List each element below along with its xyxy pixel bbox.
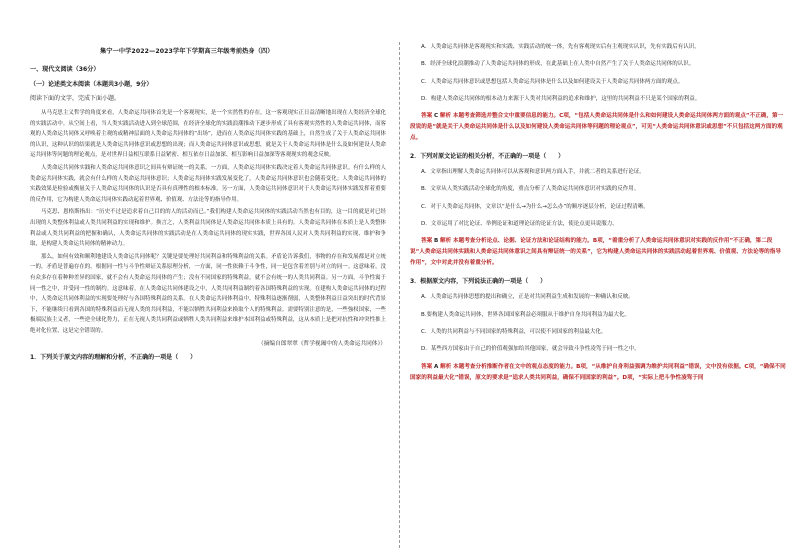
- reading-instruction: 阅读下面的文字，完成下面小题。: [30, 95, 121, 102]
- question-2-stem: 2．下列对原文论证的相关分析，不正确的一项是（ ）: [410, 153, 565, 161]
- passage-paragraph: 人类命运共同体实践和人类命运共同体意识之间具有辩证统一的关系。一方面，人类命运共同体实践决定着人类命运共同体意识。有什么样的人类命运共同体实践，就会有什么样的人类命运共同体意识；人类命运共同体实践发展变化了，人类命运共同体意识也会随着变化；人类命运共同体的实践效果是检验或衡量关于人类命运共同体的认识是否具有真理性的根本标准。另一方面，人类命运共同体意识对于人类命运共同体实践发挥着重要的反作用，它为构建人类命运共同体实践动起着世界观、价值观、方法论等的指导作用。: [30, 164, 386, 203]
- q2-option-d: D．文章运用了对比论证、举例论证和道理论证的论证方法，使论点更具说服力。: [421, 221, 618, 228]
- analysis-text: 本题考查分析推断作者在文中的观点态度的能力。B项，“从维护自身利益强调为维护共同利益”错误，文中没有依据。C项，“确保不同国家的利益最大化”错误，原文的要求是“追求人类共同利益，确保不同国家的利益”。D项，“实际上把斗争性凌驾于同: [410, 363, 786, 381]
- q1-option-d: D．构建人类命运共同体的根本动力来源于人类对共同利益的追求和维护，这里的共同利益不只是某个国家的利益。: [421, 95, 701, 102]
- passage-source: （摘编自郎翠翠《哲学视阈中的人类命运共同体》）: [258, 341, 386, 348]
- analysis-label: 解析: [440, 238, 452, 245]
- q3-option-a: A．人类命运共同体思想的提出和确立，正是对共同利益生成和发展的一种确认和反映。: [421, 294, 634, 301]
- q2-option-b: B．文章从人类实践活动全球化的角度，重点分析了人类命运共同体意识对实践的反作用。: [421, 186, 640, 193]
- answer-label: 答案: [421, 113, 433, 120]
- subsection-title: （一）论述类文本阅读（本题共3小题，9分）: [30, 81, 153, 88]
- q3-option-d: D．某些西方国家由于自己的价值观强加给其他国家，就会导致斗争性凌驾于同一性之中。: [421, 346, 640, 353]
- q2-answer: [410, 236, 786, 269]
- q1-option-a: A．人类命运共同体是客观现实和实践、实践活动的统一体，先有客观现实后有主观现实认识，先有实践后有认识。: [421, 44, 700, 50]
- column-divider: [399, 42, 400, 548]
- answer-letter: B: [433, 238, 439, 245]
- questions-body: [410, 42, 786, 391]
- q1-answer: [410, 111, 786, 144]
- q1-option-b: B．经济全球化浪潮推动了人类命运共同体的形成，在此基础上在人类中自然产生了关于人类命运共同体的认识。: [421, 61, 695, 68]
- q3-option-c: C．人类的共同利益与不同国家的特殊利益，可以使不同国家的利益最大化。: [421, 328, 607, 335]
- analysis-text: 本题考查分析论点、论据、论证方法和论证结构的能力。B项，“着重分析了人类命运共同体意识对实践的反作用”不正确，第二段说“人类命运共同体实践和人类命运共同体意识之间具有辩证统一的关系”，它为构建人类命运共同体的实践活动起着世界观、价值观、方法论等的指导作用”，文中对此并没有着重分析。: [410, 238, 781, 267]
- section-title: 一、现代文阅读（36分）: [30, 66, 100, 73]
- question-3-stem: 3．根据原文内容，下列说法正确的一项是（ ）: [410, 278, 547, 286]
- answer-letter: A: [433, 363, 439, 370]
- answer-letter: C: [433, 113, 439, 120]
- right-column: [404, 0, 786, 560]
- analysis-label: 解析: [439, 113, 452, 120]
- q2-option-c: C．对于人类命运共同体，文章以“是什么→为什么→怎么办”的顺序逐层分析，论证过程清晰。: [421, 203, 649, 210]
- page-title: 集宁一中学2022—2023学年下学期高三年级考前热身（四）: [100, 48, 274, 55]
- q1-option-c: C．人类命运共同体意识或思想包括人类命运共同体是什么以及如何建设关于人类命运共同体两方面的观点。: [421, 78, 684, 85]
- left-column: [0, 0, 394, 560]
- q3-answer: [410, 362, 786, 384]
- passage-paragraph: 从马克思主义哲学的角度来看，人类命运共同体首先是一个客观现实，是一个实然性的存在，这一客观现实正日益清晰地出现在人类经济全球化的实践活动中。从空间上看，当人类实践活动进入到全球范围，在经济全球化的实践浪潮推动下逐步形成了具有客观实然性的人类命运共同体，而客观的人类命运共同体又呼唤着主观的或精神层面的人类命运共同体的“出场”，进而在人类命运共同体实践的基础上，自然生成了关于人类命运共同体的认识，这种认识的结果就是人类命运共同体意识或思想的出现；而人类命运共同体意识或思想，就是关于人类命运共同体是什么及如何建设人类命运共同体等问题的理论观点，是对世界日益相互联系日益紧密、相互依存日益加深、相互影响日益加深等客观现实的观念反映。: [30, 110, 386, 159]
- question-1-stem: 1．下列关于原文内容的理解和分析，不正确的一项是（ ）: [30, 354, 197, 362]
- passage-paragraph: 那么，如何有效和顺利地建设人类命运共同体呢？关键是要处理好共同利益和特殊利益的关系。矛盾论告诉我们，事物的存在和发展都是对立统一的，矛盾是普遍存在的。根据同一性与斗争性辩证关系原理分析，一方面，同一性依赖于斗争性，同一是包含着差别与对立的同一。这意味着，没有众多存在着种种差异的国家，就不会有人类命运共同体的产生；没有不同国家的特殊利益，就不会有统一的人类共同利益。另一方面，斗争性寓于同一性之中，并受同一性的制约。这意味着，在人类命运共同体建设之中，人类共同利益制约着各国特殊利益的实现。在建构人类命运共同体的过程中，人类命运共同体利益的实现要处理好与各国特殊利益的关系。在人类命运共同体利益中，特殊利益逐渐削弱，人类整体利益日益突出的时代背景下，不能继续只看到各国的特殊利益而无视人类的共同利益，不能以牺牲共同利益来换取个人的特殊利益。需要特别注意的是，一些強权国家，一些极端民族主义者，一些逆全球化势力，正在无视人类共同利益或牺牲人类共同利益来维护本国利益或特殊利益，这从本质上是把对抗性和冲突性推上绝对化位置，这是完全错误的。: [30, 253, 386, 334]
- passage-paragraph: 马克思、恩格斯指出：“历史不过是追求着自己目的的人的活动而已。”我们构建人类命运共同体的实践活动当然也有目的，这一目的就是对已经出现的人类整体利益或人类共同利益的实现和维护。换言之，人类利益共同体是人类命运共同体本质上具有的。人类命运共同体在本质上是人类整体利益或人类共同利益的把握和确认，人类命运共同体的实践活动是在人类命运共同体的现实实践，世界各国人民对人类共同利益的实现、维护和争取，是构建人类命运共同体的精神动力。: [30, 209, 386, 248]
- answer-label: 答案: [421, 363, 433, 370]
- analysis-label: 解析: [440, 363, 452, 370]
- passage-body: [30, 64, 386, 361]
- q3-option-b: B.要构建人类命运共同体，世界各国国家利益必须服从于维护自身共同利益为最大化。: [421, 311, 631, 318]
- q2-option-a: A．文章指出理解人类命运共同体可以从客观和意识两方面入手，并就二者的关系进行论证。: [421, 169, 645, 176]
- answer-label: 答案: [421, 238, 433, 245]
- analysis-text: 本题考查筛选并整合文中重要信息的能力。C项，“包括人类命运共同体是什么和如何建设人类命运共同体两方面的观点”不正确，第一段说的是“就是关于人类命运共同体是什么以及如何建设人类命运共同体等问题的理论观点”，可见“人类命运共同体意识或思想”不只包括这两方面的观点。: [410, 113, 784, 142]
